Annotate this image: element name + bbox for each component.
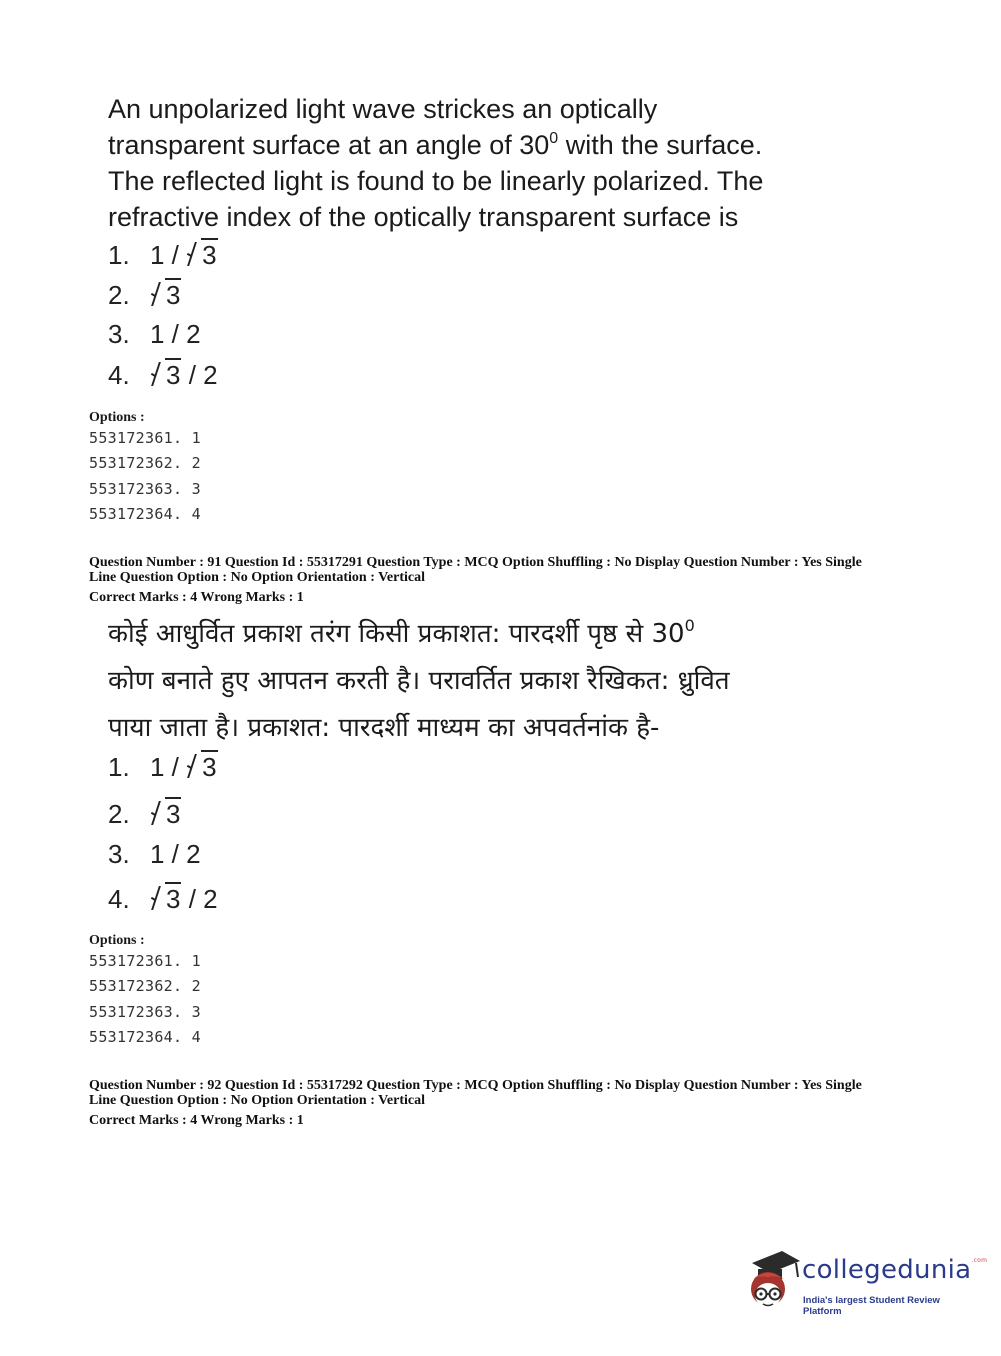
q92-meta	[89, 1078, 929, 1128]
option-id: 553172364. 4	[89, 504, 201, 523]
q92-meta-line-1: Question Number : 92 Question Id : 55317292 Question Type : MCQ Option Shuffling : No Display Question Number : Yes Single	[89, 1078, 862, 1093]
q91-choice-2: 2. 3	[108, 799, 181, 829]
sqrt-symbol: 3	[150, 360, 181, 391]
q91-marks: Correct Marks : 4 Wrong Marks : 1	[89, 590, 304, 605]
q92-marks: Correct Marks : 4 Wrong Marks : 1	[89, 1113, 304, 1128]
q92-meta-line-2: Line Question Option : No Option Orientation : Vertical	[89, 1093, 426, 1108]
q91-meta	[89, 555, 929, 605]
q90-line-4: refractive index of the optically transparent surface is	[108, 202, 739, 232]
q91-hindi-line-1: कोई आधुर्वित प्रकाश तरंग किसी प्रकाशत: पारदर्शी पृष्ठ से $30^0$	[108, 616, 695, 649]
sqrt-symbol: 3	[150, 280, 181, 311]
option-id: 553172363. 3	[89, 1002, 201, 1021]
option-id: 553172362. 2	[89, 454, 201, 473]
q90-line-1: An unpolarized light wave strickes an optically	[108, 94, 658, 124]
q91-hindi-line-3: पाया जाता है। प्रकाशत: पारदर्शी माध्यम का अपवर्तनांक है-	[108, 713, 660, 743]
sqrt-symbol: 3	[186, 240, 217, 271]
q91-meta-line-2: Line Question Option : No Option Orientation : Vertical	[89, 570, 426, 585]
q91-meta-line-1: Question Number : 91 Question Id : 55317291 Question Type : MCQ Option Shuffling : No Display Question Number : Yes Single	[89, 555, 862, 570]
q90-choice-3: 3. 1 / 2	[108, 319, 201, 349]
sqrt-symbol: 3	[186, 752, 217, 783]
mascot-icon	[742, 1249, 800, 1315]
q90-choice-4: 4. 3 / 2	[108, 360, 218, 390]
q91-choice-4: 4. 3 / 2	[108, 884, 218, 914]
q91-choice-1: 1. 1 / 3	[108, 752, 217, 782]
q90-choice-1: 1. 1 / 3	[108, 240, 217, 270]
option-id: 553172361. 1	[89, 429, 201, 447]
question-90-text	[108, 91, 763, 235]
q91-choice-3: 3. 1 / 2	[108, 839, 201, 869]
brand-tagline: India's largest Student Review Platform	[803, 1295, 940, 1317]
q91-option-ids	[89, 952, 201, 1053]
option-id: 553172364. 4	[89, 1027, 201, 1046]
option-id: 553172363. 3	[89, 479, 201, 498]
collegedunia-logo	[742, 1249, 988, 1319]
brand-name: collegedunia$^{.com}$	[802, 1255, 988, 1285]
q90-line-2: transparent surface at an angle of $30^0$ with the surface.	[108, 130, 763, 160]
q91-options-label: Options :	[89, 933, 145, 948]
q90-choice-2: 2. 3	[108, 280, 181, 310]
q90-option-ids	[89, 429, 201, 530]
q91-hindi-line-2: कोण बनाते हुए आपतन करती है। परावर्तित प्रकाश रैखिकत: ध्रुवित	[108, 666, 730, 696]
sqrt-symbol: 3	[150, 799, 181, 830]
question-91-hindi-text	[108, 614, 730, 755]
q90-line-3: The reflected light is found to be linearly polarized. The	[108, 166, 764, 196]
q90-options-label: Options :	[89, 410, 145, 425]
sqrt-symbol: 3	[150, 884, 181, 915]
option-id: 553172362. 2	[89, 977, 201, 996]
option-id: 553172361. 1	[89, 952, 201, 970]
